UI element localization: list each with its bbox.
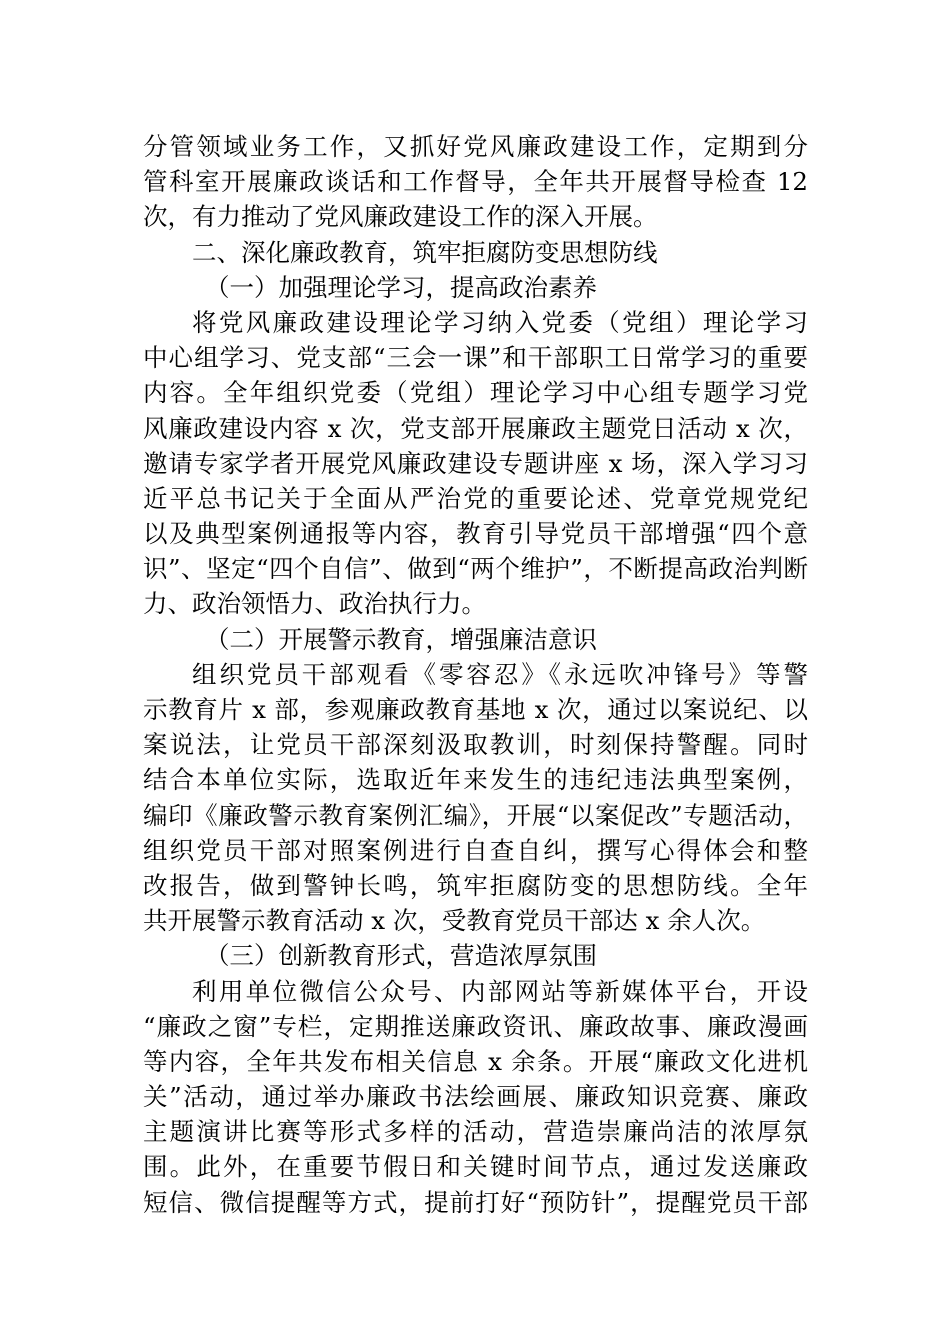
text-line: 近平总书记关于全面从严治党的重要论述、党章党规党纪 bbox=[143, 483, 808, 513]
subsection-heading: （二）开展警示教育，增强廉洁意识 bbox=[205, 624, 597, 654]
text-line: 短信、微信提醒等方式，提前打好“预防针”，提醒党员干部 bbox=[143, 1187, 808, 1217]
text-line: 结合本单位实际，选取近年来发生的违纪违法典型案例， bbox=[143, 765, 808, 795]
text-line: 识”、坚定“四个自信”、做到“两个维护”，不断提高政治判断 bbox=[143, 554, 808, 584]
text-line: 围。此外，在重要节假日和关键时间节点，通过发送廉政 bbox=[143, 1152, 808, 1182]
text-line: 等内容，全年共发布相关信息 x 余条。开展“廉政文化进机 bbox=[143, 1046, 808, 1076]
text-line: 管科室开展廉政谈话和工作督导，全年共开展督导检查 12 bbox=[143, 167, 808, 197]
text-line: 组织党员干部对照案例进行自查自纠，撰写心得体会和整 bbox=[143, 835, 808, 865]
text-line: 改报告，做到警钟长鸣，筑牢拒腐防变的思想防线。全年 bbox=[143, 870, 808, 900]
subsection-heading: （三）创新教育形式，营造浓厚氛围 bbox=[205, 941, 597, 971]
text-line: 关”活动，通过举办廉政书法绘画展、廉政知识竞赛、廉政 bbox=[143, 1082, 808, 1112]
document-body bbox=[143, 129, 808, 1220]
paragraph-start-line: 利用单位微信公众号、内部网站等新媒体平台，开设 bbox=[192, 976, 808, 1006]
text-line: 邀请专家学者开展党风廉政建设专题讲座 x 场，深入学习习 bbox=[143, 448, 808, 478]
text-line: 以及典型案例通报等内容，教育引导党员干部增强“四个意 bbox=[143, 519, 808, 549]
paragraph-start-line: 将党风廉政建设理论学习纳入党委（党组）理论学习 bbox=[192, 307, 808, 337]
text-line: 主题演讲比赛等形式多样的活动，营造崇廉尚洁的浓厚氛 bbox=[143, 1117, 808, 1147]
text-line: 示教育片 x 部，参观廉政教育基地 x 次，通过以案说纪、以 bbox=[143, 695, 808, 724]
text-line: 中心组学习、党支部“三会一课”和干部职工日常学习的重要 bbox=[143, 343, 808, 373]
subsection-heading: （一）加强理论学习，提高政治素养 bbox=[205, 272, 597, 302]
text-line: 内容。全年组织党委（党组）理论学习中心组专题学习党 bbox=[143, 378, 808, 408]
text-line: 力、政治领悟力、政治执行力。 bbox=[143, 589, 486, 619]
paragraph-start-line: 组织党员干部观看《零容忍》《永远吹冲锋号》等警 bbox=[192, 659, 808, 689]
text-line: 分管领域业务工作，又抓好党风廉政建设工作，定期到分 bbox=[143, 132, 808, 161]
text-line: “廉政之窗”专栏，定期推送廉政资讯、廉政故事、廉政漫画 bbox=[143, 1011, 808, 1041]
text-line: 风廉政建设内容 x 次，党支部开展廉政主题党日活动 x 次， bbox=[143, 413, 808, 443]
text-line: 次，有力推动了党风廉政建设工作的深入开展。 bbox=[143, 202, 658, 232]
section-heading: 二、深化廉政教育，筑牢拒腐防变思想防线 bbox=[192, 237, 658, 267]
text-line: 编印《廉政警示教育案例汇编》，开展“以案促改”专题活动， bbox=[143, 800, 808, 830]
text-line: 共开展警示教育活动 x 次，受教育党员干部达 x 余人次。 bbox=[143, 906, 766, 936]
text-line: 案说法，让党员干部深刻汲取教训，时刻保持警醒。同时 bbox=[143, 730, 808, 760]
